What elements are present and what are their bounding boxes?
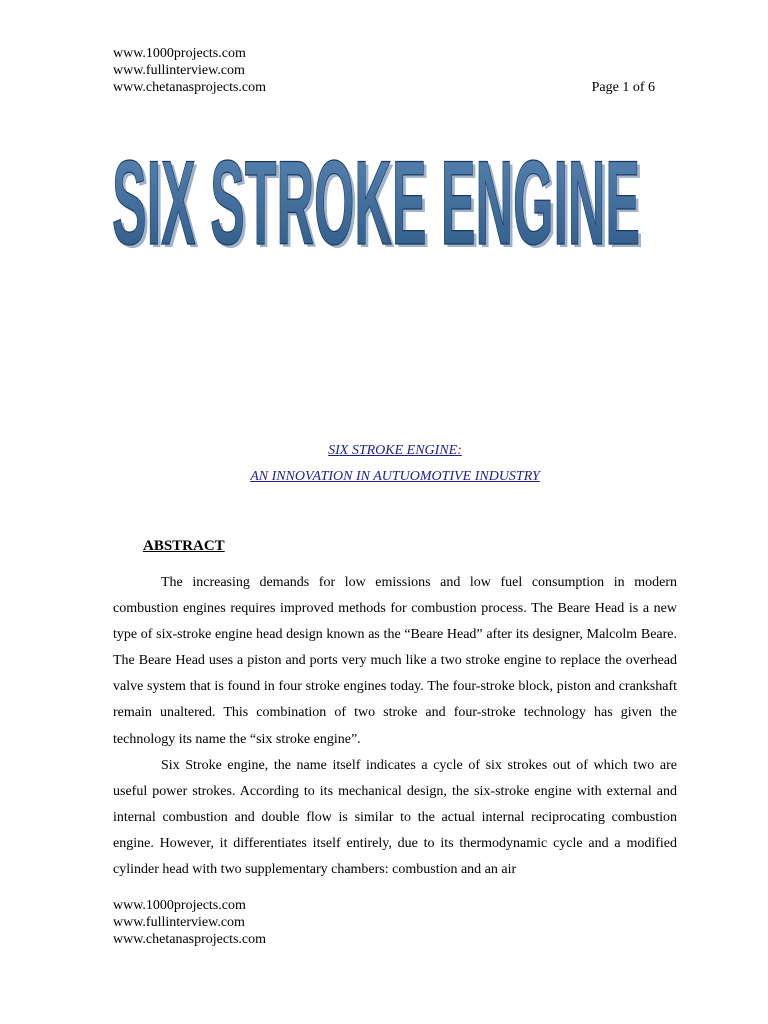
footer-link-1000projects[interactable]: www.1000projects.com bbox=[113, 898, 246, 913]
abstract-body bbox=[113, 570, 677, 883]
page-header bbox=[113, 45, 658, 96]
document-title-wordart bbox=[112, 140, 647, 260]
subtitle-line-1: SIX STROKE ENGINE: bbox=[328, 443, 462, 458]
header-link-1000projects[interactable]: www.1000projects.com bbox=[113, 46, 246, 61]
footer-link-fullinterview[interactable]: www.fullinterview.com bbox=[113, 915, 245, 930]
title-shadow-text: SIX STROKE ENGINE bbox=[115, 140, 643, 260]
abstract-heading: ABSTRACT bbox=[143, 538, 225, 554]
abstract-paragraph-1: The increasing demands for low emissions and low fuel consumption in modern combustion engines requires improved methods for combustion process. The Beare Head is a new type of six-stroke engine head design known as the “Beare Head” after its designer, Malcolm Beare. The Beare Head uses a piston and ports very much like a two stroke engine to replace the overhead valve system that is found in four stroke engines today. The four-stroke block, piston and crankshaft remain unaltered. This combination of two stroke and four-stroke technology has given the technology its name the “six stroke engine”. bbox=[113, 575, 677, 747]
subtitle-line-2: AN INNOVATION IN AUTUOMOTIVE INDUSTRY bbox=[250, 469, 540, 484]
title-text: SIX STROKE ENGINE bbox=[112, 140, 640, 260]
header-link-chetanasprojects[interactable]: www.chetanasprojects.com bbox=[113, 80, 267, 95]
page-footer bbox=[113, 897, 266, 948]
page-indicator: Page 1 of 6 bbox=[591, 80, 655, 95]
footer-link-chetanasprojects[interactable]: www.chetanasprojects.com bbox=[113, 932, 267, 947]
abstract-paragraph-2: Six Stroke engine, the name itself indicates a cycle of six strokes out of which two are useful power strokes. According to its mechanical design, the six-stroke engine with external and internal combustion and double flow is similar to the actual internal reciprocating combustion engine. However, it differentiates itself entirely, due to its thermodynamic cycle and a modified cylinder head with two supplementary chambers: combustion and an air bbox=[113, 757, 677, 878]
header-link-fullinterview[interactable]: www.fullinterview.com bbox=[113, 63, 245, 78]
